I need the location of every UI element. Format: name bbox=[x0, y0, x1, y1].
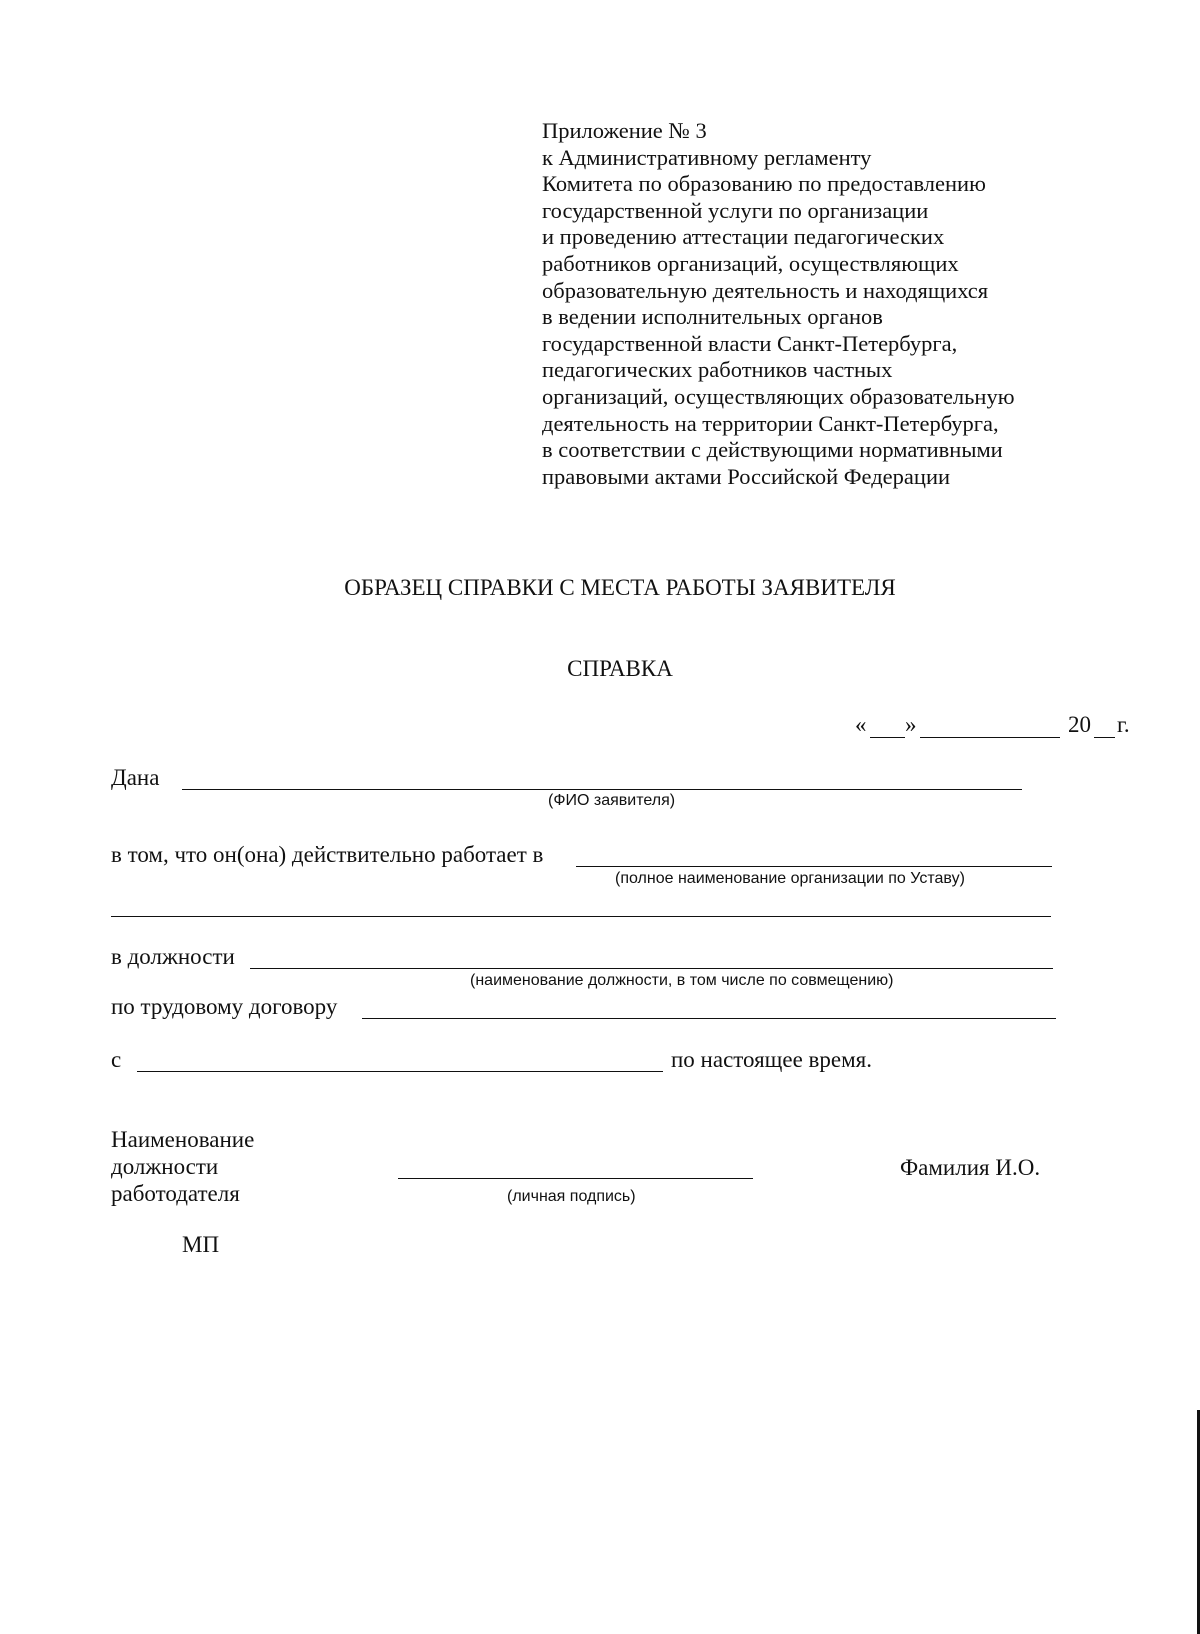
appendix-line: в ведении исполнительных органов bbox=[542, 304, 883, 330]
since-label: с bbox=[111, 1047, 122, 1072]
appendix-line: педагогических работников частных bbox=[542, 357, 893, 383]
appendix-line: Комитета по образованию по предоставлению bbox=[542, 171, 986, 197]
signer-name: Фамилия И.О. bbox=[900, 1155, 1041, 1180]
signature-field[interactable] bbox=[398, 1178, 753, 1179]
contract-label: по трудовому договору bbox=[111, 994, 338, 1019]
appendix-block bbox=[542, 118, 1102, 490]
position-hint: (наименование должности, в том числе по совмещению) bbox=[470, 972, 894, 989]
given-label: Дана bbox=[111, 765, 160, 790]
date-day-field[interactable] bbox=[870, 737, 905, 738]
position-field[interactable] bbox=[250, 968, 1053, 969]
stamp-placeholder: МП bbox=[182, 1232, 220, 1257]
signature-hint: (личная подпись) bbox=[507, 1188, 636, 1205]
appendix-line: и проведению аттестации педагогических bbox=[542, 224, 945, 250]
employer-title-line: должности bbox=[111, 1154, 219, 1179]
date-year-field[interactable] bbox=[1094, 737, 1115, 738]
appendix-line: правовыми актами Российской Федерации bbox=[542, 463, 951, 489]
works-label: в том, что он(она) действительно работает в bbox=[111, 842, 544, 867]
employer-title-line: Наименование bbox=[111, 1127, 255, 1152]
position-label: в должности bbox=[111, 944, 235, 969]
appendix-line: образовательную деятельность и находящихся bbox=[542, 277, 989, 303]
since-date-field[interactable] bbox=[137, 1071, 663, 1072]
document-title: СПРАВКА bbox=[567, 656, 673, 681]
date-year-prefix: 20 bbox=[1068, 712, 1091, 737]
appendix-line: работников организаций, осуществляющих bbox=[542, 250, 959, 276]
employer-title-line: работодателя bbox=[111, 1181, 240, 1206]
given-hint: (ФИО заявителя) bbox=[548, 792, 676, 809]
organization-field-continued[interactable] bbox=[111, 916, 1051, 917]
date-year-suffix: г. bbox=[1117, 712, 1130, 737]
date-month-field[interactable] bbox=[920, 737, 1060, 738]
date-open-quote: « bbox=[855, 712, 867, 737]
appendix-line: Приложение № 3 bbox=[542, 118, 707, 143]
appendix-line: государственной услуги по организации bbox=[542, 197, 929, 223]
organization-field[interactable] bbox=[576, 866, 1052, 867]
document-heading: ОБРАЗЕЦ СПРАВКИ С МЕСТА РАБОТЫ ЗАЯВИТЕЛЯ bbox=[344, 575, 896, 600]
since-suffix: по настоящее время. bbox=[671, 1047, 873, 1072]
appendix-line: государственной власти Санкт-Петербурга, bbox=[542, 330, 958, 356]
appendix-line: в соответствии с действующими нормативными bbox=[542, 437, 1003, 463]
appendix-line: к Административному регламенту bbox=[542, 144, 872, 170]
date-close-quote: » bbox=[905, 712, 917, 737]
contract-field[interactable] bbox=[362, 1018, 1056, 1019]
applicant-name-field[interactable] bbox=[182, 789, 1022, 790]
works-hint: (полное наименование организации по Уставу) bbox=[615, 870, 965, 887]
appendix-line: деятельность на территории Санкт-Петербурга, bbox=[542, 410, 999, 436]
appendix-line: организаций, осуществляющих образовательную bbox=[542, 383, 1015, 409]
